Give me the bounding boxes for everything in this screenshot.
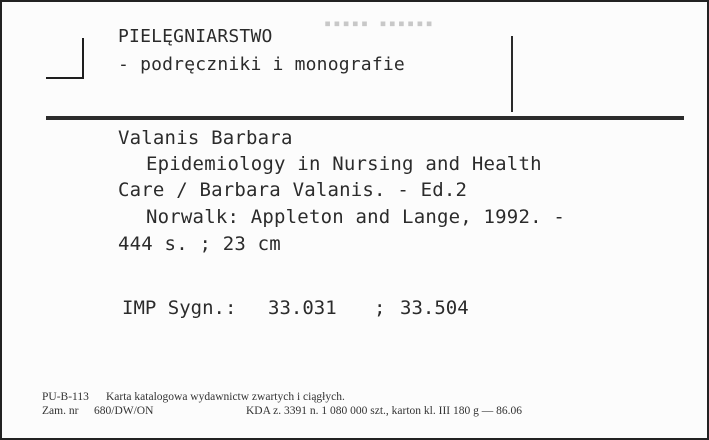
footer-order-number: 680/DW/ON bbox=[94, 405, 154, 417]
footer-form-code: PU-B-113 bbox=[42, 391, 89, 403]
subject-subheading: - podręczniki i monografie bbox=[118, 54, 405, 75]
subject-heading: PIELĘGNIARSTWO bbox=[118, 26, 273, 47]
signature-code-2: 33.504 bbox=[400, 297, 469, 319]
signature-separator: ; bbox=[374, 297, 386, 319]
signature-label: IMP Sygn.: bbox=[122, 297, 237, 319]
header-vertical-divider bbox=[511, 36, 513, 112]
corner-bracket-vertical bbox=[82, 38, 84, 79]
faded-stamp-mark: ▪▪▪▪▪ ▪▪▪▪▪▪ bbox=[324, 16, 435, 30]
footer-print-info: KDA z. 3391 n. 1 080 000 szt., karton kl. III 180 g — 86.06 bbox=[246, 405, 522, 417]
entry-imprint-line: Norwalk: Appleton and Lange, 1992. - bbox=[146, 206, 566, 228]
corner-bracket-horizontal bbox=[46, 77, 84, 79]
signature-code-1: 33.031 bbox=[268, 297, 337, 319]
footer-order-label: Zam. nr bbox=[42, 405, 79, 417]
entry-author: Valanis Barbara bbox=[118, 127, 293, 149]
entry-physical-description: 444 s. ; 23 cm bbox=[118, 233, 281, 255]
entry-title-line-2: Care / Barbara Valanis. - Ed.2 bbox=[118, 179, 468, 201]
entry-title-line-1: Epidemiology in Nursing and Health bbox=[146, 153, 542, 175]
heavy-separator-rule bbox=[46, 116, 684, 120]
footer-card-description: Karta katalogowa wydawnictw zwartych i ciągłych. bbox=[106, 391, 345, 403]
